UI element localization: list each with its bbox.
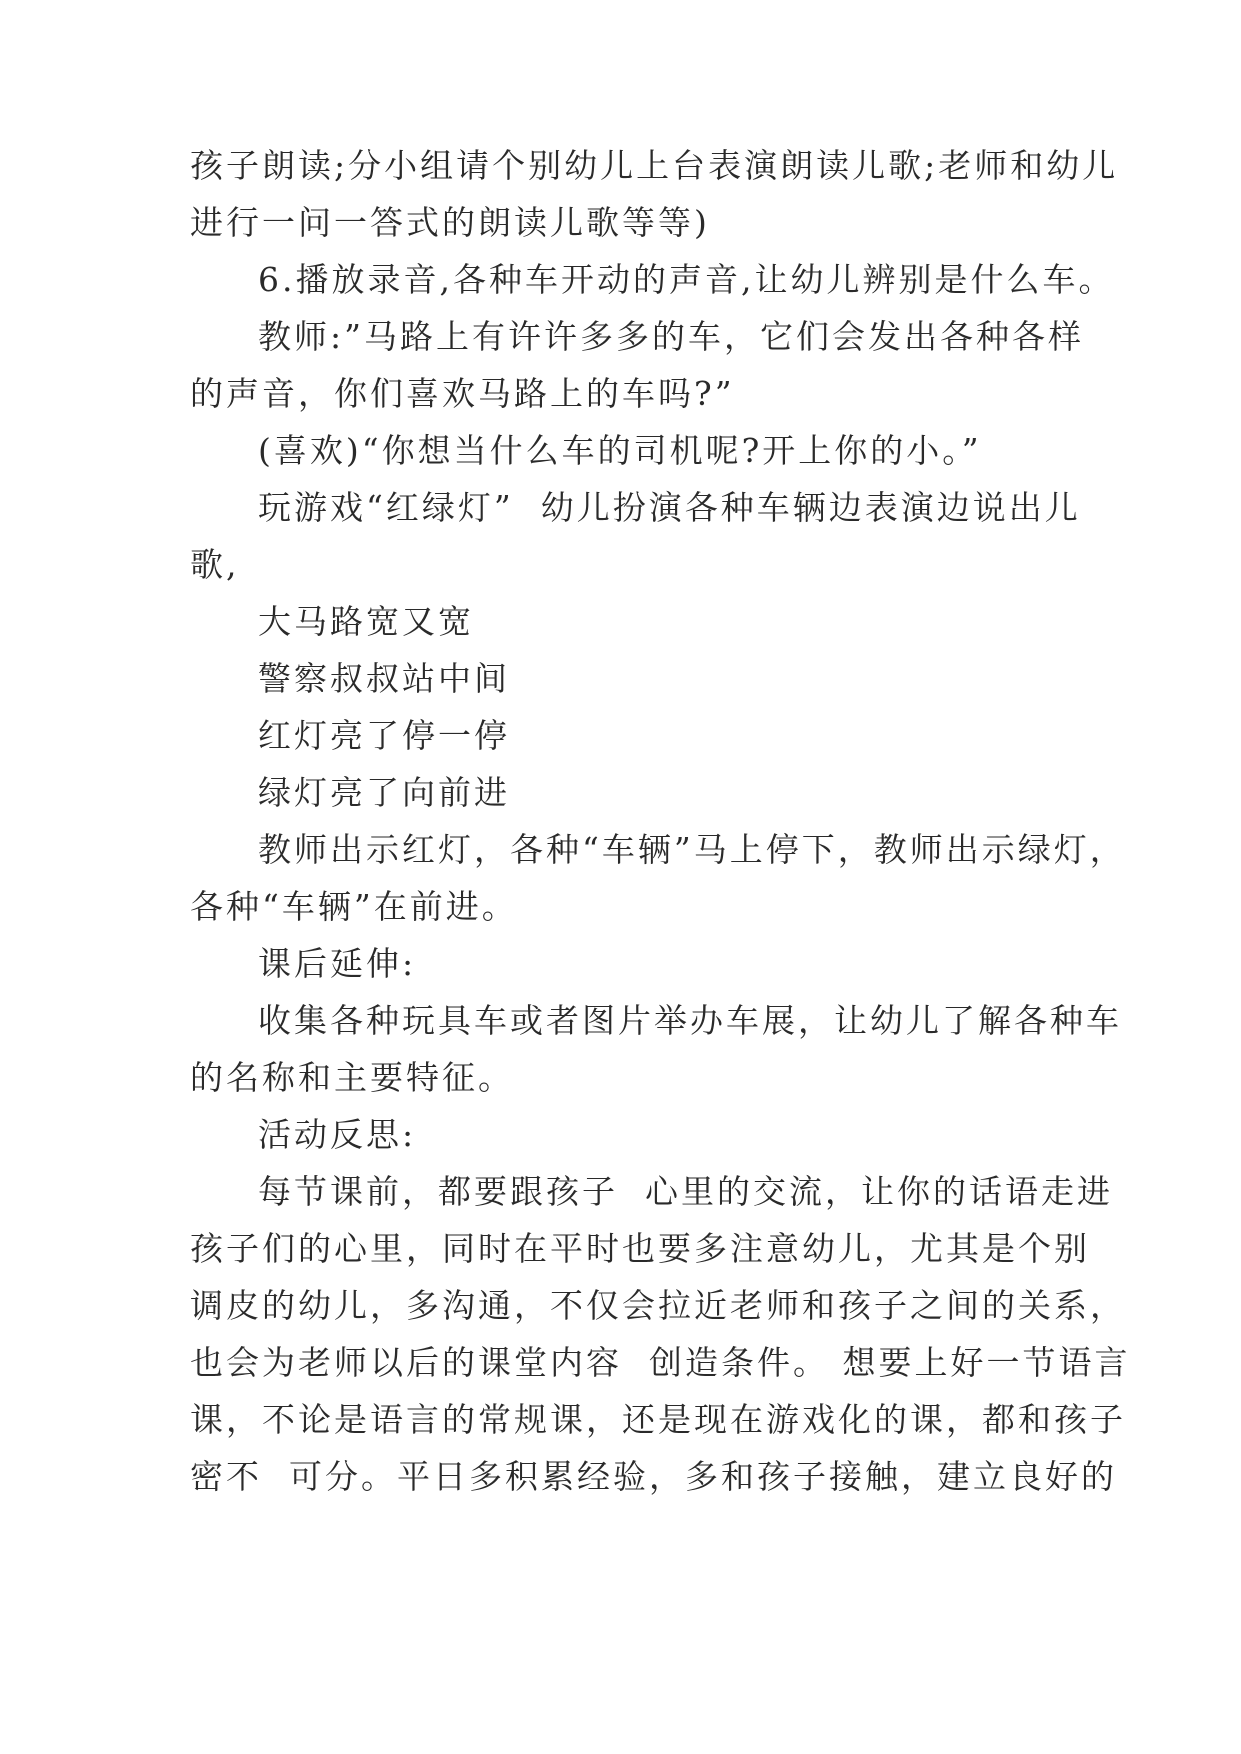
- text-line: 进行一问一答式的朗读儿歌等等): [190, 203, 710, 242]
- text-line: 教师:”马路上有许许多多的车，它们会发出各种各样: [258, 317, 1084, 356]
- text-line: 每节课前，都要跟孩子 心里的交流，让你的话语走进: [258, 1172, 1113, 1211]
- text-line: 调皮的幼儿，多沟通，不仅会拉近老师和孩子之间的关系，: [190, 1286, 1126, 1325]
- poem-line: 红灯亮了停一停: [258, 716, 510, 755]
- text-line: 收集各种玩具车或者图片举办车展，让幼儿了解各种车: [258, 1001, 1122, 1040]
- text-line: 玩游戏“红绿灯” 幼儿扮演各种车辆边表演边说出儿: [258, 488, 1081, 527]
- text-line: 歌,: [190, 545, 240, 584]
- text-line: 孩子朗读;分小组请个别幼儿上台表演朗读儿歌;老师和幼儿: [190, 146, 1119, 185]
- text-line: (喜欢)“你想当什么车的司机呢?开上你的小。”: [258, 431, 982, 470]
- text-line: 也会为老师以后的课堂内容 创造条件。 想要上好一节语言: [190, 1343, 1131, 1382]
- poem-line: 警察叔叔站中间: [258, 659, 510, 698]
- text-line: 密不 可分。平日多积累经验，多和孩子接触，建立良好的: [190, 1457, 1117, 1496]
- text-line: 的声音，你们喜欢马路上的车吗?”: [190, 374, 735, 413]
- text-line: 的名称和主要特征。: [190, 1058, 514, 1097]
- section-heading: 课后延伸:: [258, 944, 417, 983]
- text-line: 6.播放录音,各种车开动的声音,让幼儿辨别是什么车。: [258, 260, 1115, 299]
- text-line: 孩子们的心里，同时在平时也要多注意幼儿，尤其是个别: [190, 1229, 1090, 1268]
- text-line: 教师出示红灯，各种“车辆”马上停下，教师出示绿灯，: [258, 830, 1126, 869]
- text-line: 课，不论是语言的常规课，还是现在游戏化的课，都和孩子: [190, 1400, 1126, 1439]
- poem-line: 大马路宽又宽: [258, 602, 474, 641]
- section-heading: 活动反思:: [258, 1115, 417, 1154]
- poem-line: 绿灯亮了向前进: [258, 773, 510, 812]
- text-line: 各种“车辆”在前进。: [190, 887, 518, 926]
